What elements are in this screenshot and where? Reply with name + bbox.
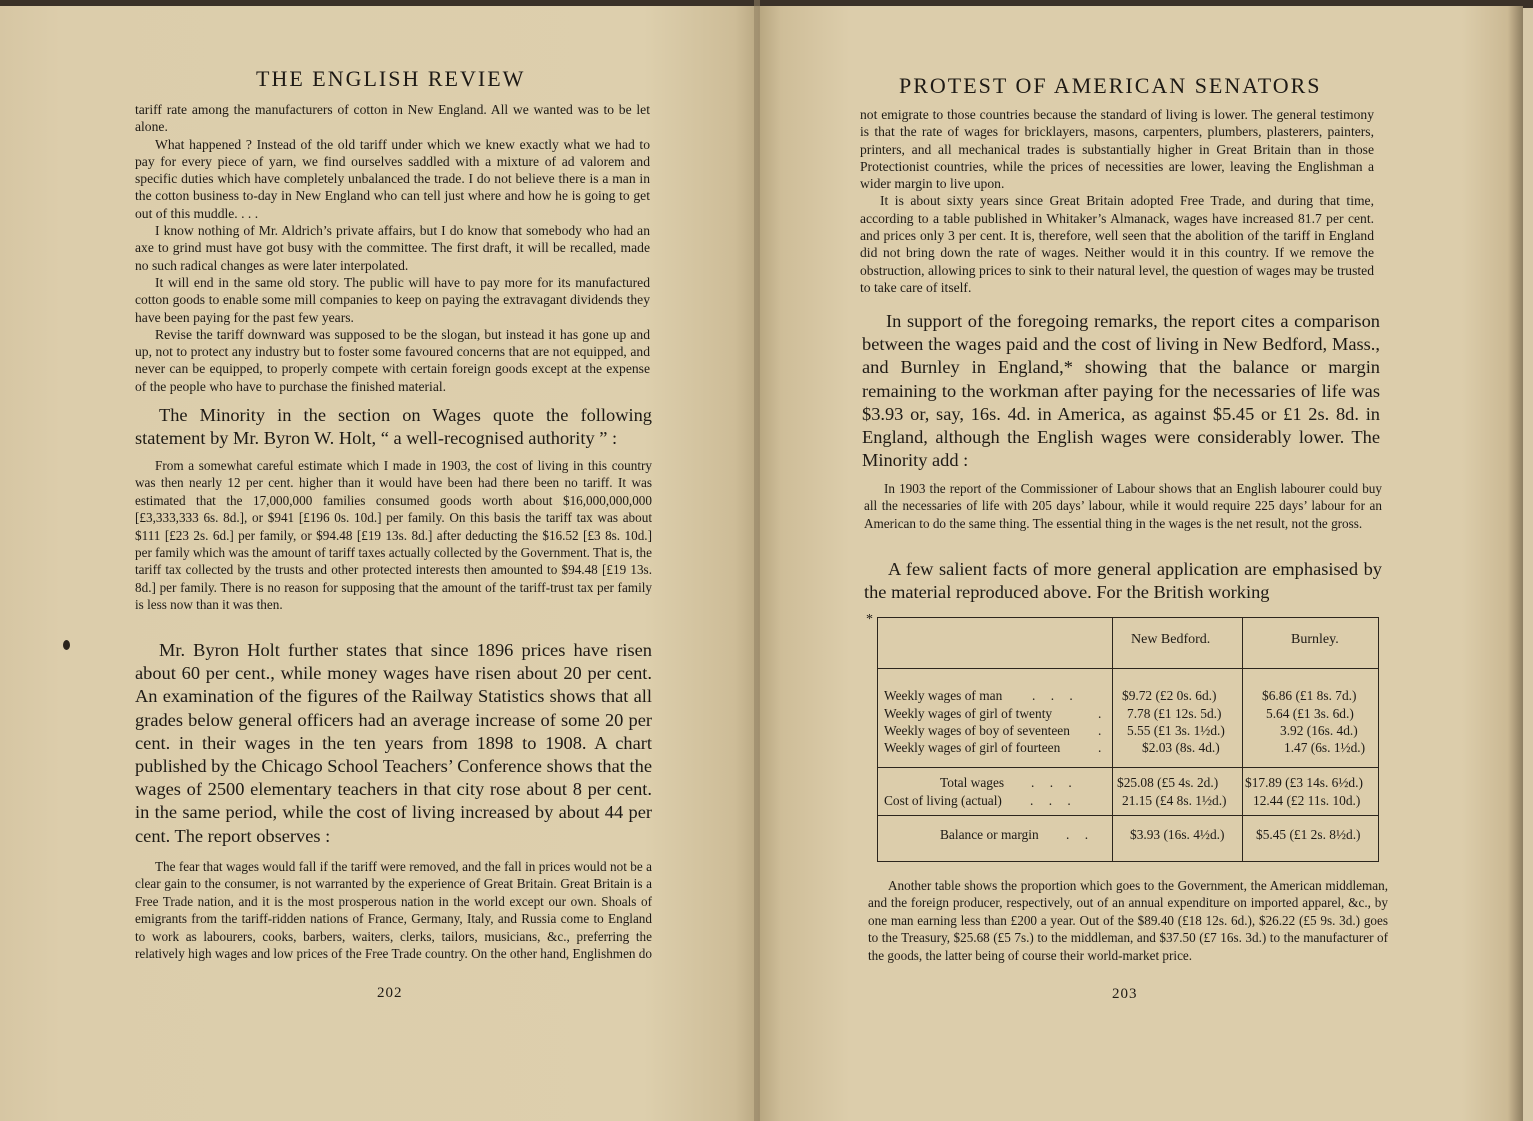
table-section-rule: [877, 767, 1379, 768]
left-running-head: THE ENGLISH REVIEW: [256, 66, 526, 91]
left-paragraph: I know nothing of Mr. Aldrich’s private affairs, but I do know that somebody who had an axe to grind must have got busy with the committee. The first draft, it will be recalled, made no such radical changes as were later interpolated.: [135, 223, 650, 273]
table-header-rule: [877, 668, 1379, 669]
right-large-paragraph: A few salient facts of more general application are emphasised by the material reproduced above. For the British working: [864, 559, 1382, 603]
cell-burnley: 12.44 (£2 11s. 10d.): [1253, 793, 1361, 808]
row-leader-dots: .: [1098, 706, 1108, 721]
cell-new-bedford: 21.15 (£4 8s. 1½d.): [1122, 793, 1227, 808]
cell-burnley: 3.92 (16s. 4d.): [1280, 723, 1358, 738]
right-large-paragraph: In support of the foregoing remarks, the report cites a comparison between the wages paid and the cost of living in New Bedford, Mass., and Burnley in England,* showing that the balance or margin remaining to the workman after paying for the necessaries of life was $3.93 or, say, 16s. 4d. in America, as against $5.45 or £1 2s. 8d. in England, although the English wages were considerably lower. The Minority add :: [862, 311, 1380, 471]
ink-spot: [63, 640, 70, 650]
row-label: Weekly wages of girl of twenty: [884, 706, 1053, 721]
left-paragraph: Revise the tariff downward was supposed to be the slogan, but instead it has gone up and up, not to protect any industry but to foster some favoured concerns that are not equipped, and never can be equipped, to properly compete with certain foreign goods except at the expense of the people who have to purchase the finished material.: [135, 326, 650, 394]
left-paragraph: It will end in the same old story. The public will have to pay more for its manufactured cotton goods to enable some mill companies to keep on paying the extravagant dividends they have been paying for the past few years.: [135, 274, 650, 325]
cell-burnley: $17.89 (£3 14s. 6½d.): [1245, 775, 1363, 790]
right-page-number: 203: [1112, 986, 1138, 1002]
row-label: Weekly wages of man: [884, 688, 1003, 703]
right-large-text-1: [862, 310, 1380, 472]
cell-new-bedford: $2.03 (8s. 4d.): [1142, 740, 1220, 755]
right-running-head: PROTEST OF AMERICAN SENATORS: [899, 73, 1322, 98]
right-quote-1: [864, 480, 1382, 532]
right-top-text: [860, 106, 1374, 296]
cell-burnley: 1.47 (6s. 1½d.): [1284, 740, 1366, 755]
row-leader-dots: . . .: [1032, 688, 1079, 703]
row-leader-dots: .: [1098, 740, 1108, 755]
cell-burnley: $5.45 (£1 2s. 8½d.): [1256, 827, 1361, 842]
cell-new-bedford: 5.55 (£1 3s. 1½d.): [1127, 723, 1225, 738]
left-paragraph: tariff rate among the manufacturers of cotton in New England. All we wanted was to be let alone.: [135, 102, 650, 135]
cell-new-bedford: $9.72 (£2 0s. 6d.): [1122, 688, 1217, 703]
row-leader-dots: . . .: [1031, 775, 1078, 790]
left-quote-paragraph: The fear that wages would fall if the tariff were removed, and the fall in prices would not be a clear gain to the consumer, is not warranted by the experience of Great Britain. Great Britain is a Free Trade nation, and it is the most prosperous nation in the world except our own. Shoals of emigrants from the tariff-ridden nations of France, Germany, Italy, and Russia come to England to work as labourers, cooks, barbers, waiters, clerks, tailors, musicians, &c., preferring the relatively high wages and low prices of the Free Trade country. On the other hand, Englishmen do: [135, 859, 652, 962]
row-leader-dots: .: [1098, 723, 1108, 738]
cell-burnley: 5.64 (£1 3s. 6d.): [1266, 706, 1354, 721]
table-column-divider: [1242, 617, 1243, 862]
column-header-new-bedford: New Bedford.: [1131, 632, 1211, 647]
footnote-marker: *: [866, 612, 873, 627]
right-large-text-2: [864, 558, 1382, 604]
cell-new-bedford: $3.93 (16s. 4½d.): [1130, 827, 1225, 842]
right-quote-paragraph: In 1903 the report of the Commissioner of Labour shows that an English labourer could buy all the necessaries of life with 205 days’ labour, while it would require 225 days’ labour for an American to do the same thing. The essential thing in the wages is the net result, not the gross.: [864, 481, 1382, 531]
balance-row-label: Balance or margin: [940, 827, 1039, 842]
row-label: Weekly wages of boy of seventeen: [884, 723, 1070, 738]
cell-burnley: $6.86 (£1 8s. 7d.): [1262, 688, 1357, 703]
table-section-rule: [877, 815, 1379, 816]
cell-new-bedford: 7.78 (£1 12s. 5d.): [1127, 706, 1222, 721]
left-large-text-1: [135, 404, 652, 450]
column-header-burnley: Burnley.: [1291, 632, 1339, 647]
left-top-text: [135, 101, 650, 395]
row-label: Weekly wages of girl of fourteen: [884, 740, 1061, 755]
left-quote-1: [135, 457, 652, 614]
right-paragraph: not emigrate to those countries because the standard of living is lower. The general testimony is that the rate of wages for bricklayers, masons, carpenters, plumbers, plasterers, painters, printers, and all mechanical trades is substantially higher in Great Britain than in those Protectionist countries, while the prices of necessities are lower, leaving the Englishman a wider margin to live upon.: [860, 107, 1374, 192]
row-leader-dots: . .: [1066, 827, 1095, 842]
total-row-label: Total wages: [940, 775, 1005, 790]
left-large-paragraph: Mr. Byron Holt further states that since 1896 prices have risen about 60 per cent., while money wages have risen about 20 per cent. An examination of the figures of the Railway Statistics shows that all grades below general officers had an average increase of some 20 per cent. in their wages in the ten years from 1898 to 1908. A chart published by the Chicago School Teachers’ Conference shows that the wages of 2500 elementary teachers in that city rose about 8 per cent. in the same period, while the cost of living increased by about 44 per cent. The report observes :: [135, 640, 652, 846]
right-quote-2: [868, 877, 1388, 964]
left-quote-2: [135, 858, 652, 962]
right-paragraph: It is about sixty years since Great Britain adopted Free Trade, and during that time, according to a table published in Whitaker’s Almanack, wages have increased 81.7 per cent. and prices only 3 per cent. It is, therefore, well seen that the abolition of the tariff in England did not bring down the rate of wages. Neither would it in this country. If we remove the obstruction, allowing prices to sink to their natural level, the question of wages may be trusted to take care of itself.: [860, 193, 1374, 295]
left-large-paragraph: The Minority in the section on Wages quote the following statement by Mr. Byron W. Holt, “ a well-recognised authority ” :: [135, 405, 652, 449]
cell-new-bedford: $25.08 (£5 4s. 2d.): [1117, 775, 1219, 790]
left-quote-paragraph: From a somewhat careful estimate which I made in 1903, the cost of living in this country was then nearly 12 per cent. higher than it would have been had there been no tariff. It was estimated that the 17,000,000 families consumed goods worth about $16,000,000,000 [£3,333,333 6s. 8d.], or $941 [£196 0s. 10d.] per family. On this basis the tariff tax was about $111 [£23 2s. 6d.] per family, or $94.48 [£19 13s. 8d.] after deducting the $16.52 [£3 8s. 10d.] per family which was the amount of tariff taxes actually collected by the Government. That is, the tariff tax collected by the trusts and other protected interests then amounted to $94.48 [£19 13s. 8d.] per family. There is no reason for supposing that the amount of the tariff-trust tax per family is less now than it was then.: [135, 458, 652, 613]
left-paragraph: What happened ? Instead of the old tariff under which we knew exactly what we had to pay for every piece of yarn, we find ourselves saddled with a mixture of ad valorem and specific duties which have completely unbalanced the trade. I do not believe there is a man in the cotton business to-day in New England who can tell just where and how he is going to get out of this muddle. . . .: [135, 136, 650, 221]
row-leader-dots: . . .: [1030, 793, 1077, 808]
table-column-divider: [1112, 617, 1113, 862]
left-page-number: 202: [377, 985, 403, 1001]
book-gutter: [754, 0, 760, 1121]
total-row-label: Cost of living (actual): [884, 793, 1002, 808]
right-quote-paragraph: Another table shows the proportion which goes to the Government, the American middleman, and the foreign producer, respectively, out of an annual expenditure on imported apparel, &c., by one man earning less than £200 a year. Out of the $89.40 (£18 12s. 6d.), $26.22 (£5 9s. 3d.) goes to the Treasury, $25.68 (£5 7s.) to the middleman, and $37.50 (£7 16s. 3d.) to the manufacturer of the goods, the latter being of course their world-market price.: [868, 878, 1388, 963]
left-large-text-2: [135, 639, 652, 848]
